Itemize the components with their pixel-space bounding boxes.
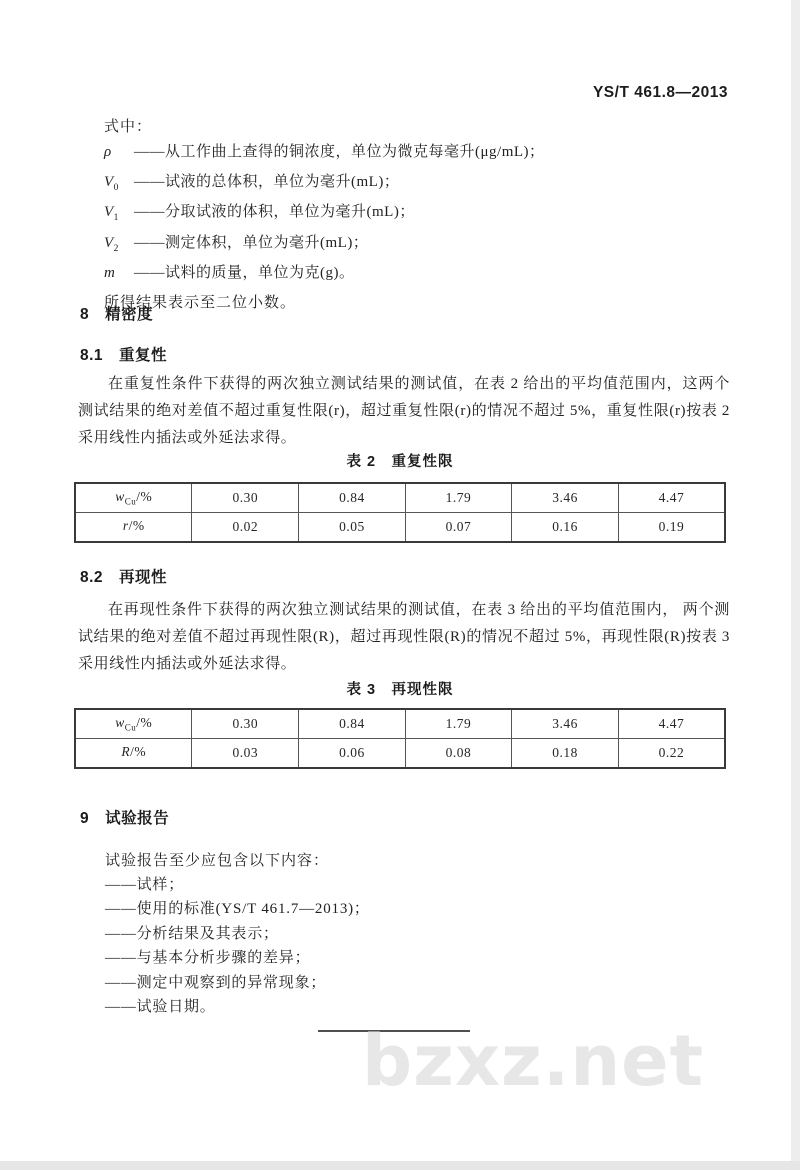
table-2-caption: 表 2 重复性限 — [346, 454, 454, 470]
table-row — [75, 709, 725, 739]
symbol-m — [104, 261, 134, 291]
quantity-symbol: r — [122, 518, 129, 534]
table-cell: 0.84 — [299, 483, 406, 513]
report-item: ——试样； — [105, 877, 185, 893]
symbol-description: ——从工作曲上查得的铜浓度，单位为微克每毫升(μg/mL)； — [134, 144, 545, 160]
row-header-wcu — [75, 709, 192, 739]
table-3-caption: 表 3 再现性限 — [346, 682, 454, 698]
quantity-symbol: w — [115, 715, 125, 731]
symbol-v0 — [104, 170, 134, 200]
quantity-unit: /% — [128, 518, 145, 534]
symbol-row-v1 — [104, 200, 664, 230]
symbol-description: ——分取试液的体积，单位为毫升(mL)； — [134, 204, 415, 221]
quantity-unit: /% — [136, 489, 153, 505]
table-cell: 0.03 — [192, 739, 299, 769]
report-item: ——分析结果及其表示； — [105, 925, 279, 942]
quantity-unit: /% — [136, 715, 153, 731]
table-cell: 0.22 — [618, 739, 725, 769]
symbol-glyph: V — [104, 204, 114, 221]
report-item: ——测定中观察到的异常现象； — [105, 974, 327, 991]
section-9-heading: 9 试验报告 — [80, 810, 170, 827]
report-intro-line: 试验报告至少应包含以下内容： — [105, 853, 330, 869]
symbol-subscript: 1 — [113, 213, 119, 224]
symbol-glyph: V — [104, 234, 114, 251]
report-item: ——试验日期。 — [105, 999, 216, 1016]
symbol-rho — [104, 140, 134, 170]
row-header-R — [75, 739, 192, 769]
formula-symbol-block — [104, 114, 664, 315]
reproducibility-table — [74, 708, 726, 769]
symbol-row-v0 — [104, 170, 664, 200]
quantity-subscript: Cu — [124, 722, 137, 733]
symbol-row-v2 — [104, 231, 664, 261]
scan-edge-right — [791, 0, 800, 1170]
symbol-v2 — [104, 231, 134, 261]
quantity-symbol: w — [115, 489, 125, 505]
symbol-description: ——试料的质量，单位为克(g)。 — [134, 264, 355, 281]
report-item: ——与基本分析步骤的差异； — [105, 950, 311, 967]
table-cell: 3.46 — [512, 709, 619, 739]
quantity-unit: /% — [130, 744, 147, 760]
table-cell: 0.16 — [512, 513, 619, 543]
table-cell: 4.47 — [618, 709, 725, 739]
table-cell: 1.79 — [405, 483, 512, 513]
repeatability-paragraph: 在重复性条件下获得的两次独立测试结果的测试值，在表 2 给出的平均值范围内，这两个测试结果的绝对差值不超过重复性限(r)，超过重复性限(r)的情况不超过 5%，重复性限(r)按表 2 采用线性内插法或外延法求得。 — [78, 376, 730, 446]
formula-intro: 式中： — [104, 119, 153, 135]
symbol-subscript: 0 — [113, 183, 119, 194]
row-header-wcu — [75, 483, 192, 513]
scan-edge-bottom — [0, 1161, 800, 1170]
quantity-subscript: Cu — [124, 496, 137, 507]
table-row — [75, 513, 725, 543]
table-cell: 4.47 — [618, 483, 725, 513]
reproducibility-paragraph: 在再现性条件下获得的两次独立测试结果的测试值，在表 3 给出的平均值范围内， 两个测试结果的绝对差值不超过再现性限(R)，超过再现性限(R)的情况不超过 5%，再现性限(R)按表 3 采用线性内插法或外延法求得。 — [78, 602, 730, 672]
table-cell: 0.06 — [299, 739, 406, 769]
result-precision-note: 所得结果表示至二位小数。 — [104, 295, 297, 312]
report-item-list — [105, 873, 370, 1019]
symbol-row-m — [104, 261, 664, 291]
symbol-v1 — [104, 200, 134, 230]
table-cell: 1.79 — [405, 709, 512, 739]
row-header-r — [75, 513, 192, 543]
table-cell: 0.08 — [405, 739, 512, 769]
symbol-row-rho — [104, 140, 664, 170]
quantity-symbol: R — [121, 744, 131, 760]
section-8-1-heading: 8.1 重复性 — [80, 347, 168, 364]
section-8-2-heading: 8.2 再现性 — [80, 569, 168, 586]
bzxz-net-watermark: bzxz.net — [362, 1020, 705, 1102]
table-cell: 0.19 — [618, 513, 725, 543]
section-8-heading: 8 精密度 — [80, 306, 154, 323]
standard-number-header: YS/T 461.8—2013 — [592, 84, 728, 101]
symbol-glyph: V — [104, 174, 114, 191]
table-cell: 3.46 — [512, 483, 619, 513]
table-cell: 0.30 — [192, 483, 299, 513]
table-cell: 0.02 — [192, 513, 299, 543]
table-row — [75, 739, 725, 769]
table-cell: 0.18 — [512, 739, 619, 769]
symbol-glyph: m — [104, 264, 116, 281]
table-row — [75, 483, 725, 513]
report-item: ——使用的标准(YS/T 461.7—2013)； — [105, 901, 370, 918]
repeatability-table — [74, 482, 726, 543]
symbol-subscript: 2 — [113, 243, 119, 254]
table-cell: 0.30 — [192, 709, 299, 739]
symbol-description: ——测定体积，单位为毫升(mL)； — [134, 234, 369, 251]
symbol-description: ——试液的总体积，单位为毫升(mL)； — [134, 174, 400, 191]
table-cell: 0.05 — [299, 513, 406, 543]
table-cell: 0.84 — [299, 709, 406, 739]
table-cell: 0.07 — [405, 513, 512, 543]
symbol-glyph: ρ — [104, 144, 112, 160]
